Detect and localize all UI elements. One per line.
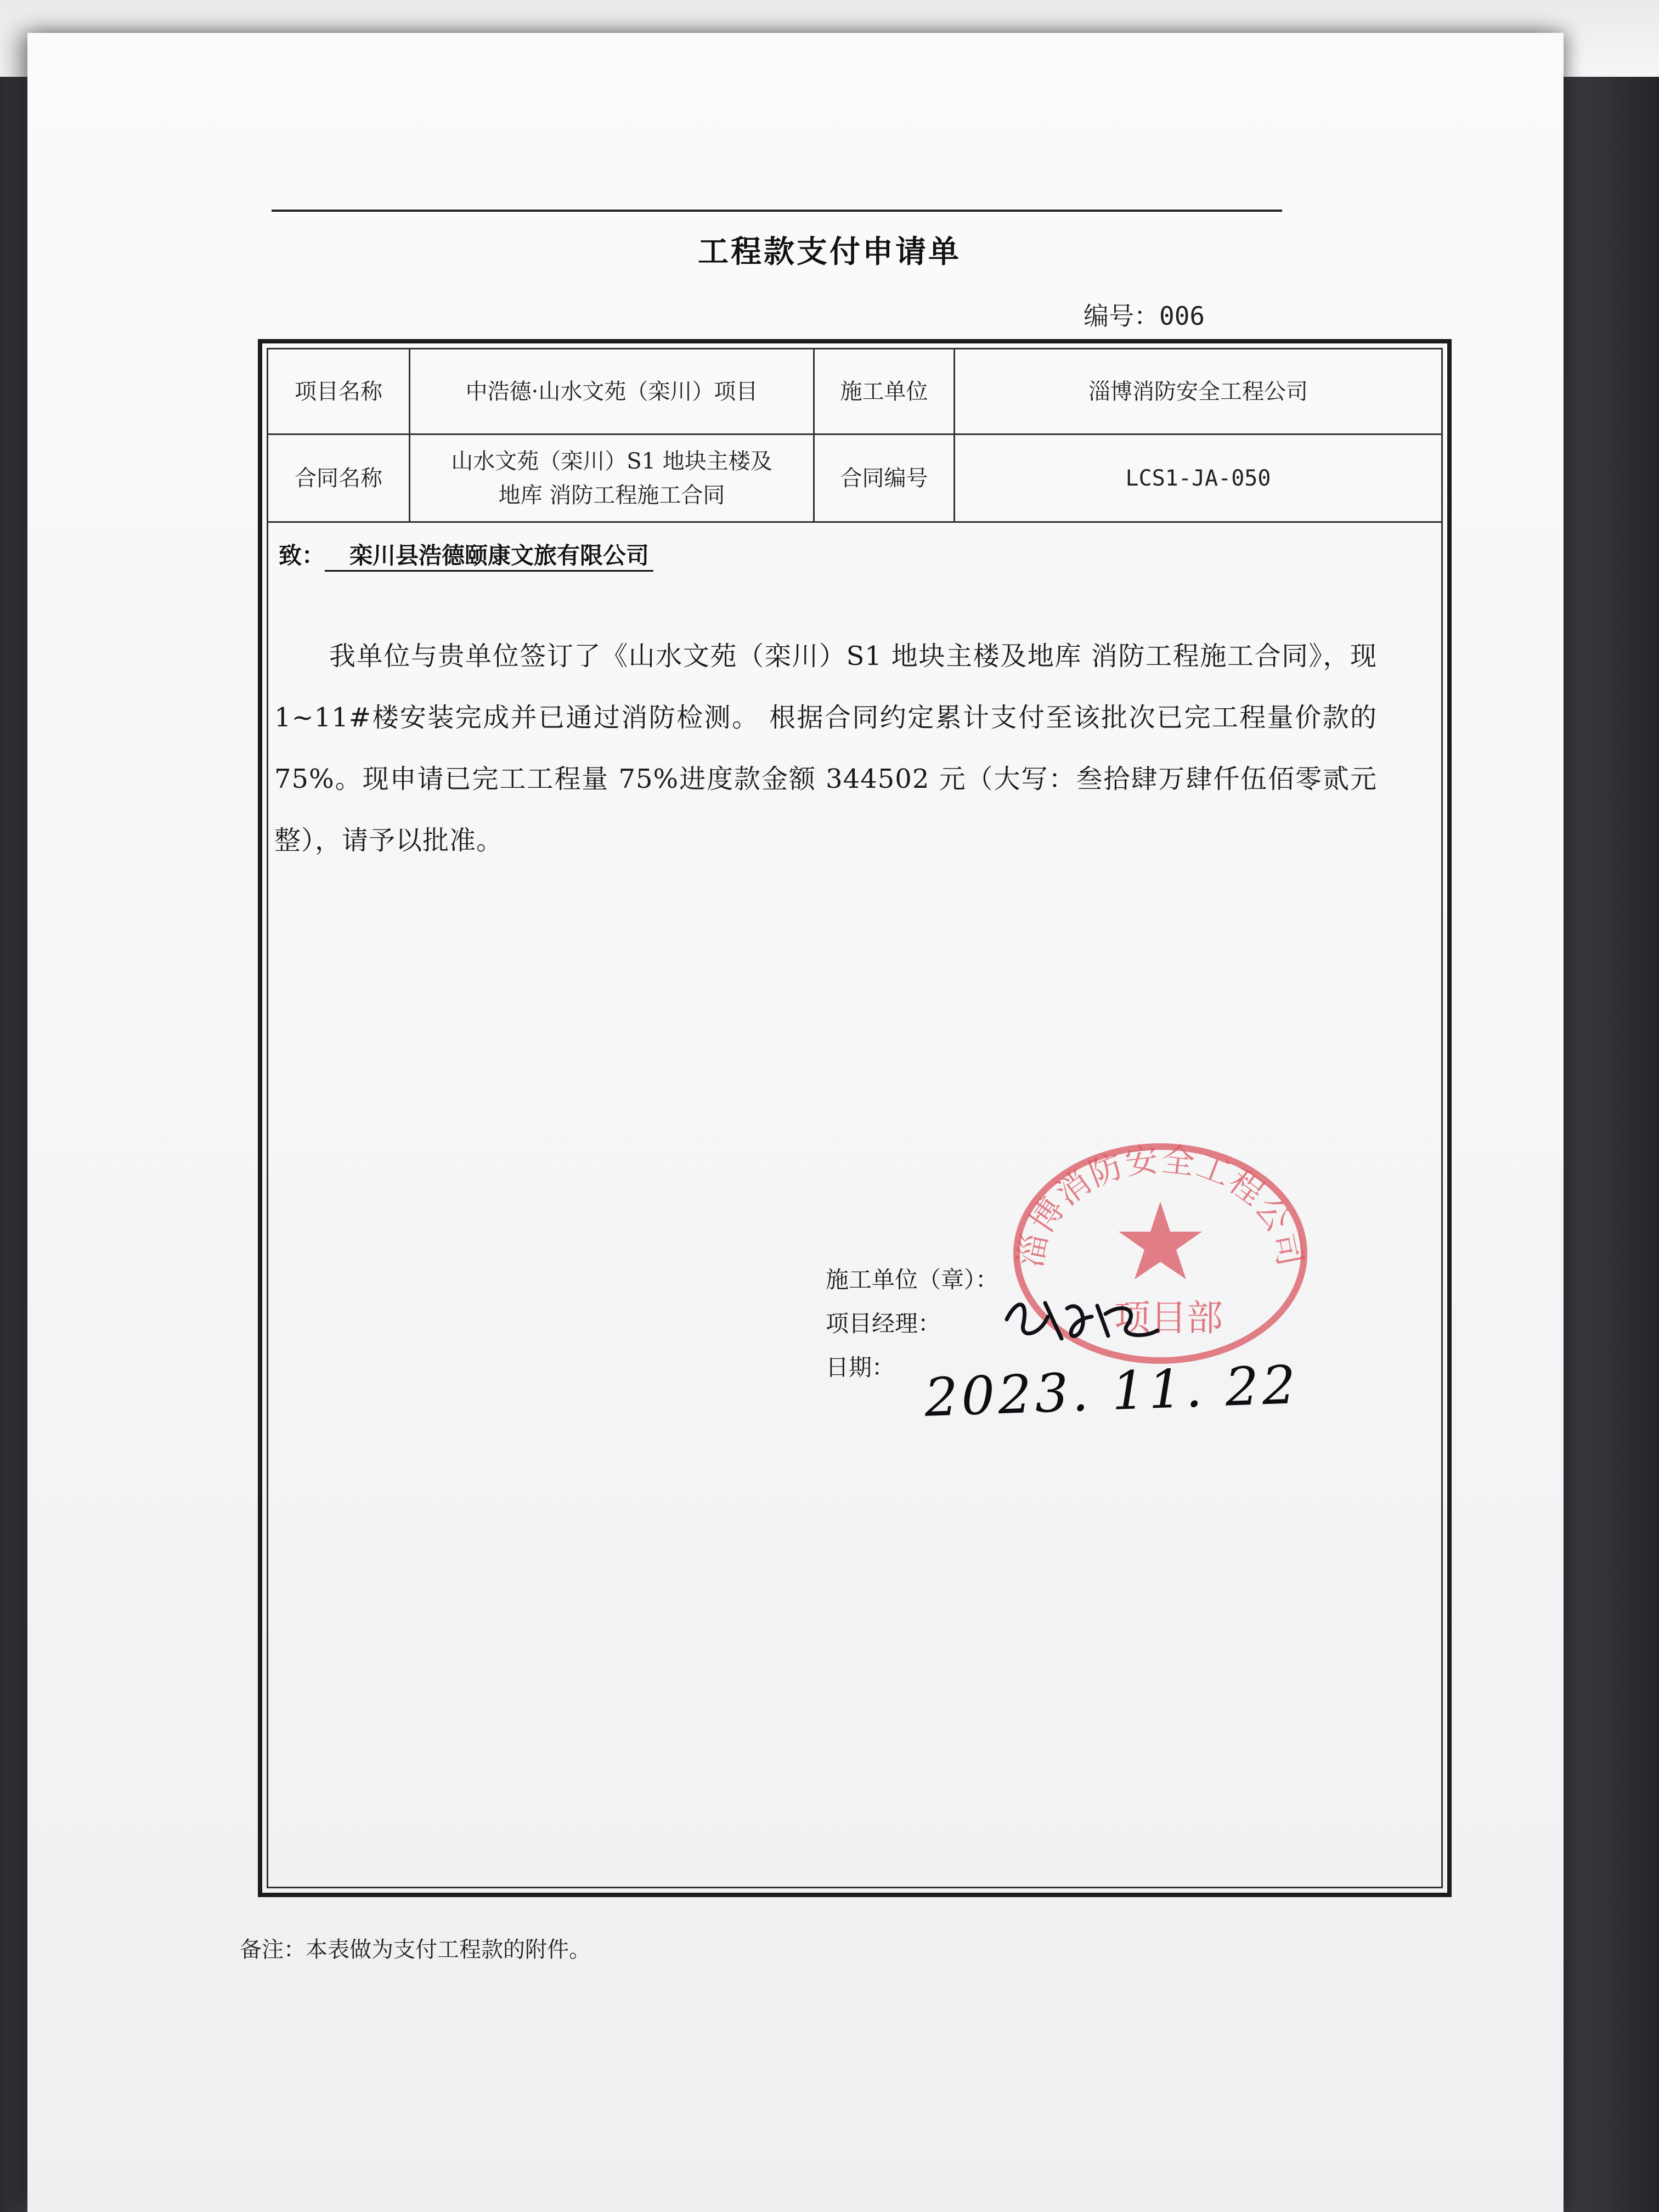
addressee <box>279 538 653 571</box>
contract-name-value <box>410 435 813 521</box>
addressee-name: 栾川县浩德颐康文旅有限公司 <box>325 542 653 572</box>
document-number <box>1084 296 1205 332</box>
contractor-seal-label: 施工单位（章）： <box>826 1266 999 1293</box>
contractor-label: 施工单位 <box>840 379 928 404</box>
project-name-label: 项目名称 <box>295 379 382 404</box>
project-name-value: 中浩德·山水文苑（栾川）项目 <box>465 379 758 404</box>
svg-text:淄博消防安全工程公司: 淄博消防安全工程公司 <box>1011 1140 1310 1271</box>
document-number-label: 编号： <box>1084 301 1159 331</box>
addressee-label: 致： <box>279 542 325 569</box>
contract-number-value: LCS1-JA-050 <box>1125 465 1271 491</box>
form-frame-inner <box>267 348 1443 1888</box>
contractor-value: 淄博消防安全工程公司 <box>1088 379 1308 404</box>
contract-number-label: 合同编号 <box>840 465 928 491</box>
form-title: 工程款支付申请单 <box>698 234 961 270</box>
table-bottom-divider <box>267 521 1443 523</box>
application-body: 我单位与贵单位签订了《山水文苑（栾川）S1 地块主楼及地库 消防工程施工合同》，现 1~11#楼安装完成并已通过消防检测。 根据合同约定累计支付至该批次已完工程量价款的 75%。现申请已完工工程量 75%进度款金额 344502 元（大写：叁拾肆万肆仟伍佰零贰元整），请予以批准。 <box>274 641 1377 856</box>
contract-name-line1: 山水文苑（栾川）S1 地块主楼及 <box>451 448 772 474</box>
document-number-value: 006 <box>1159 301 1205 331</box>
date-label: 日期： <box>826 1354 895 1381</box>
header-rule <box>272 210 1282 212</box>
footnote: 备注：本表做为支付工程款的附件。 <box>240 1937 591 1962</box>
svg-text:项目部: 项目部 <box>1114 1297 1223 1339</box>
handwritten-date: 2023. 11. 22 <box>923 1354 1300 1429</box>
project-manager-signature <box>996 1286 1166 1352</box>
project-manager-label: 项目经理： <box>826 1310 941 1337</box>
contract-name-line2: 地库 消防工程施工合同 <box>498 482 725 508</box>
contract-name-label: 合同名称 <box>295 465 382 491</box>
